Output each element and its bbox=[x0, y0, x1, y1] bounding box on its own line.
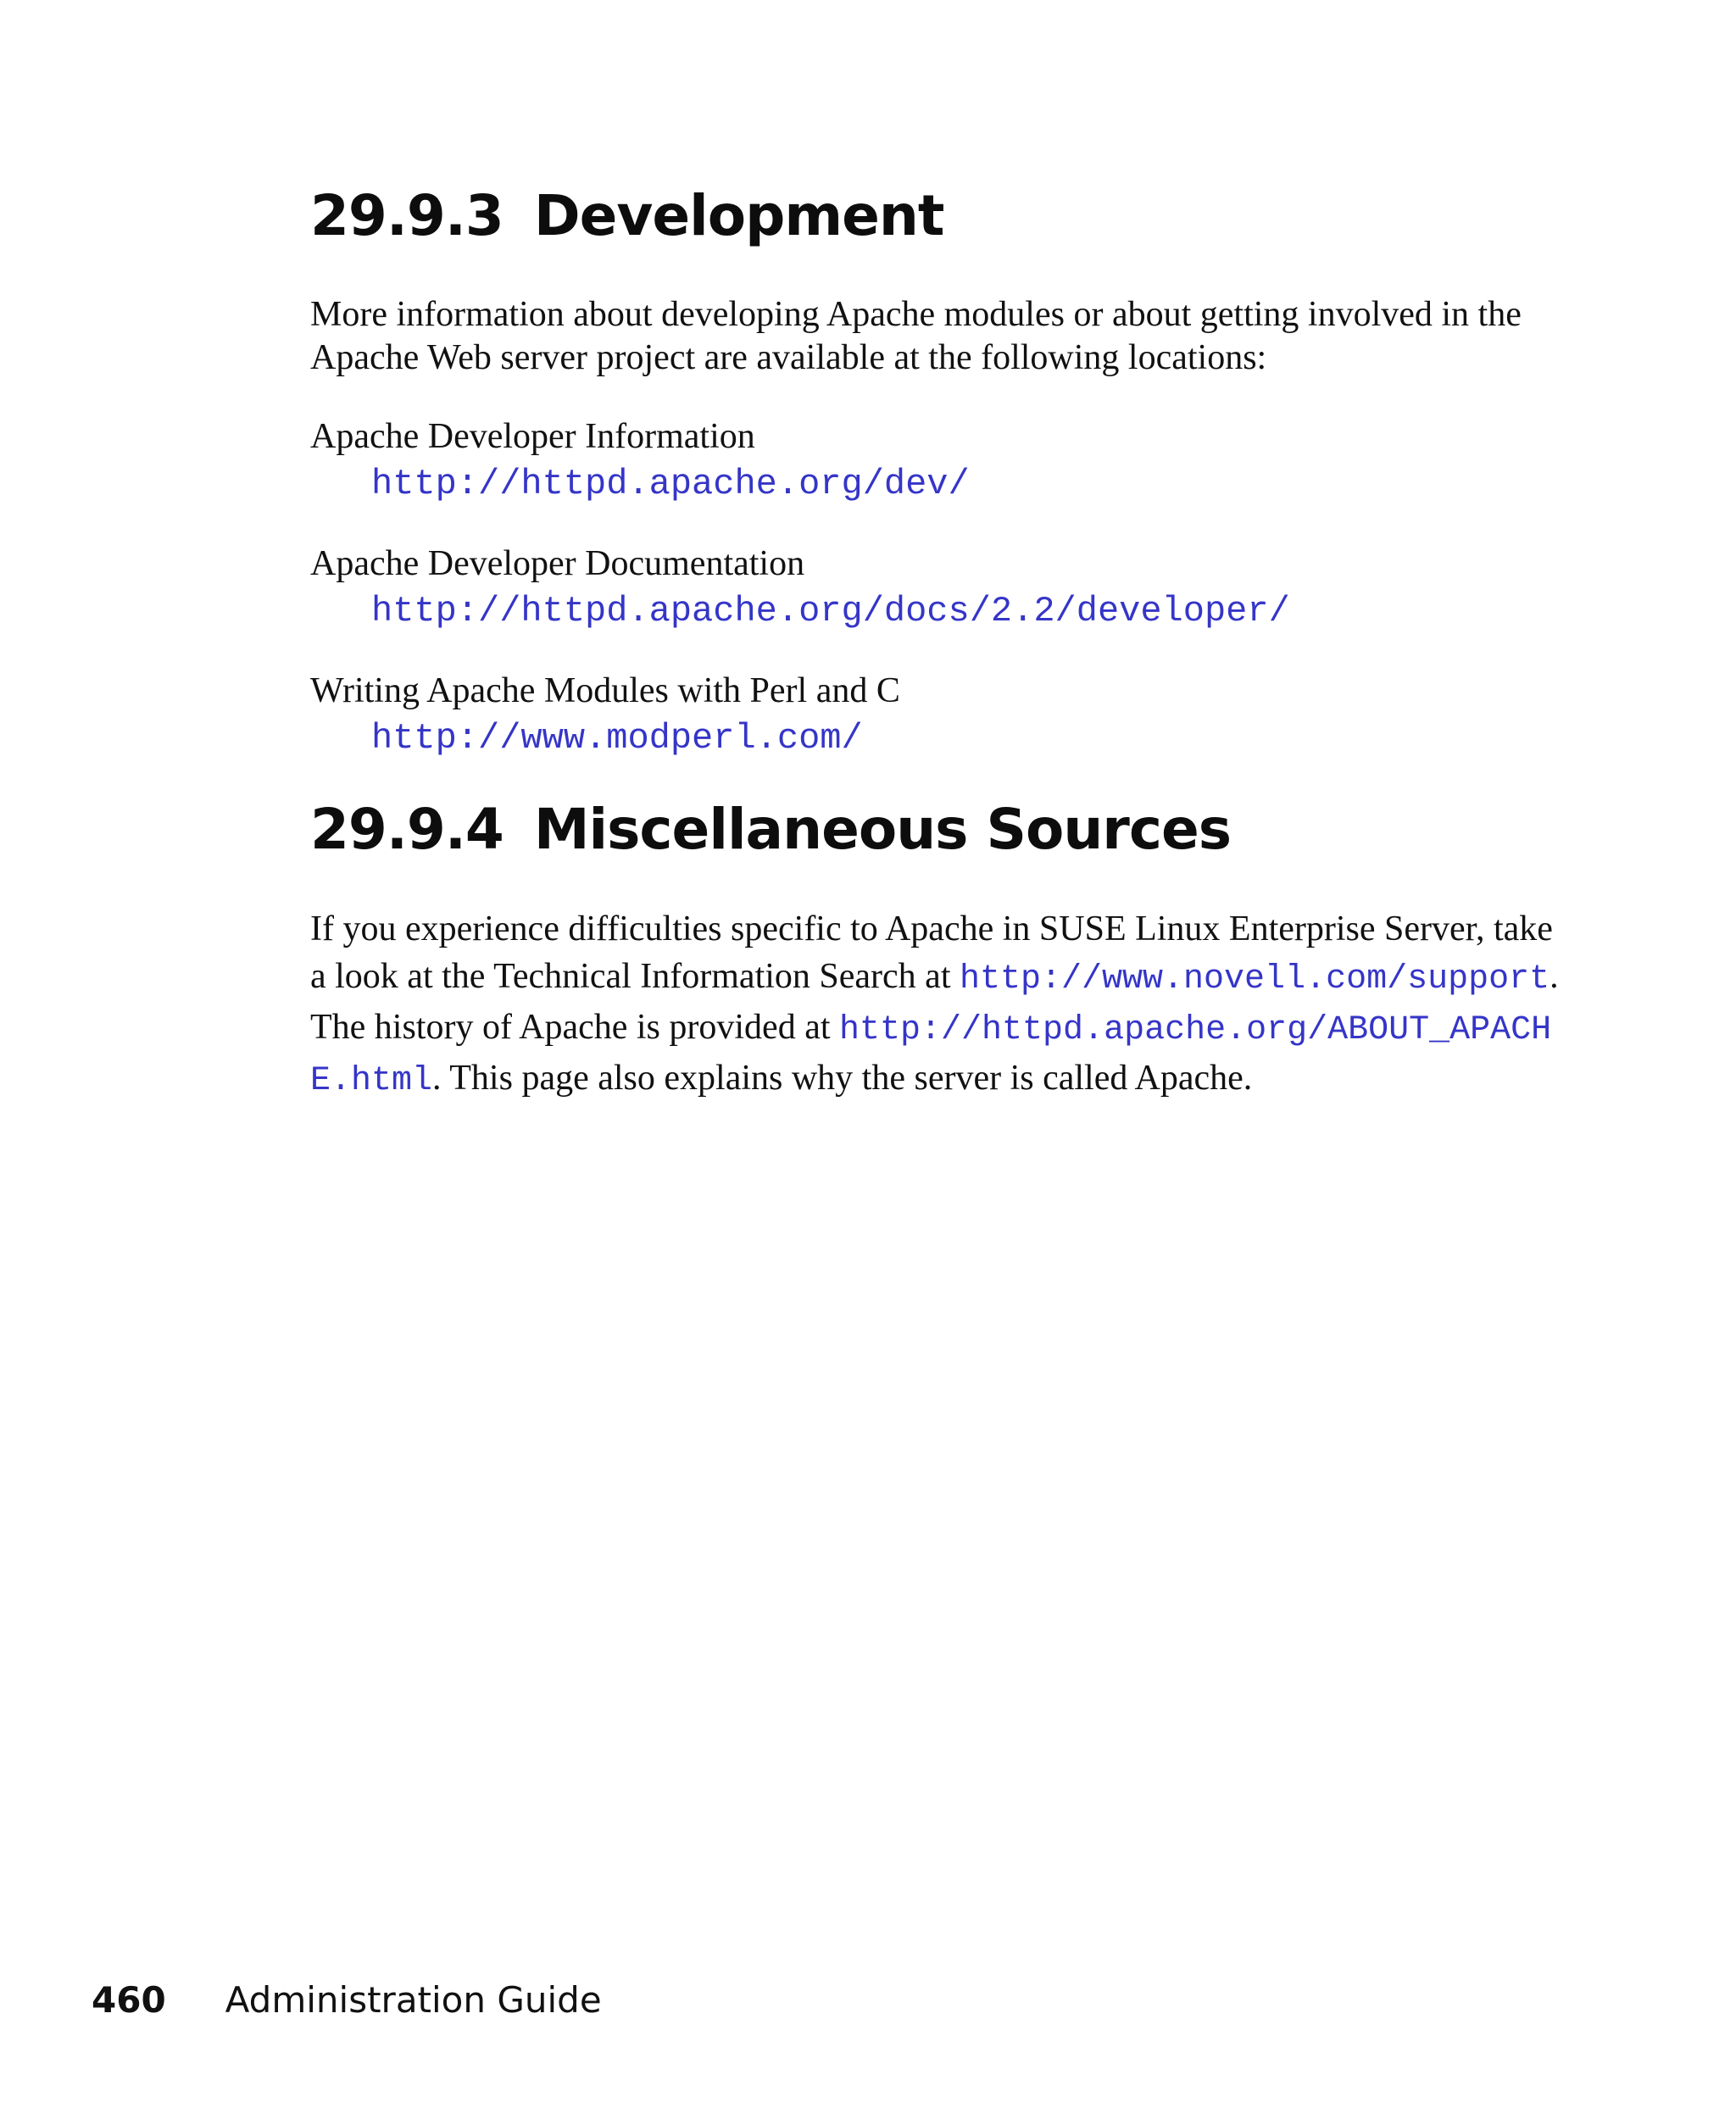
book-title: Administration Guide bbox=[225, 1979, 602, 2021]
misc-text-3: . This page also explains why the server is called Apache. bbox=[432, 1059, 1253, 1098]
misc-text-1: If you experience difficulties specific to Apache in SUSE Linux Enterprise Server, take a look at the Technical Information Search at bbox=[310, 909, 1553, 996]
section-title: Development bbox=[533, 183, 944, 248]
page-footer bbox=[92, 1979, 602, 2021]
link-developer-documentation[interactable]: http://httpd.apache.org/docs/2.2/developer/ bbox=[371, 591, 1290, 631]
development-intro-paragraph: More information about developing Apache modules or about getting involved in the Apache Web server project are available at the following locations: bbox=[310, 295, 1522, 377]
miscellaneous-paragraph bbox=[310, 905, 1565, 1105]
link-modperl[interactable]: http://www.modperl.com/ bbox=[371, 718, 863, 759]
section-heading-miscellaneous bbox=[310, 797, 1232, 862]
term-developer-information: Apache Developer Information bbox=[310, 417, 755, 456]
section-title: Miscellaneous Sources bbox=[533, 797, 1232, 862]
section-number: 29.9.4 bbox=[310, 797, 504, 862]
link-developer-information[interactable]: http://httpd.apache.org/dev/ bbox=[371, 464, 970, 504]
misc-text-2: . The history of Apache is provided at bbox=[310, 957, 1559, 1047]
term-developer-documentation: Apache Developer Documentation bbox=[310, 544, 805, 583]
link-about-apache[interactable]: http://httpd.apache.org/ABOUT_APACHE.html bbox=[310, 1011, 1552, 1100]
link-novell-support[interactable]: http://www.novell.com/support bbox=[960, 960, 1550, 998]
section-heading-development bbox=[310, 183, 944, 248]
term-writing-modules: Writing Apache Modules with Perl and C bbox=[310, 671, 900, 710]
section-number: 29.9.3 bbox=[310, 183, 504, 248]
page-number: 460 bbox=[92, 1979, 166, 2021]
